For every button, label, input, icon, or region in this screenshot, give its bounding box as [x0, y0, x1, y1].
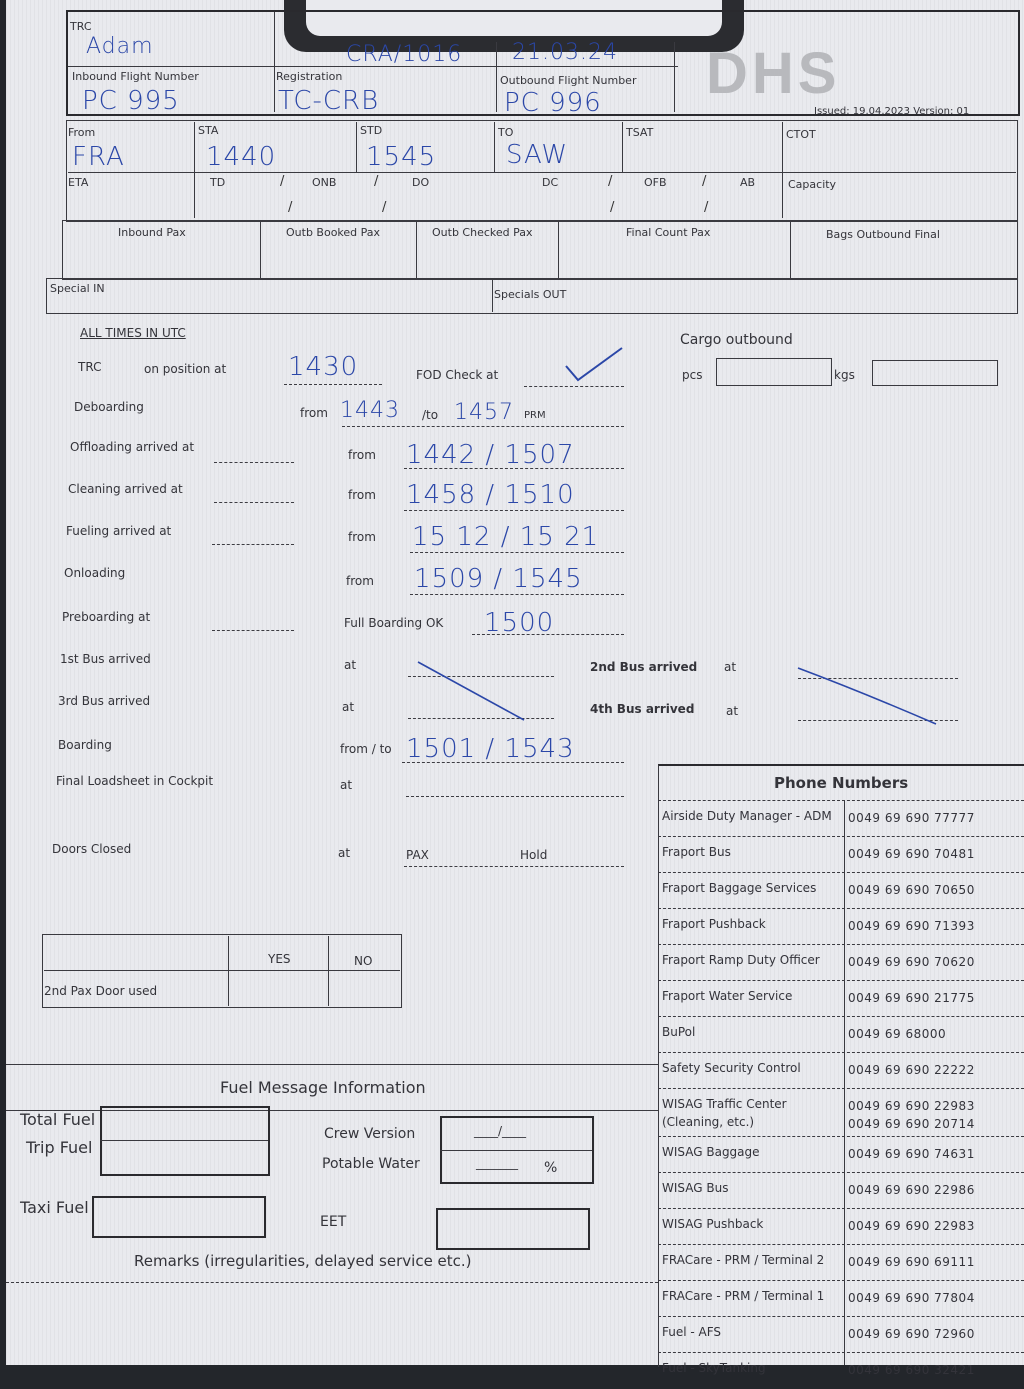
tsat-label: TSAT — [626, 126, 654, 139]
all-times-utc: ALL TIMES IN UTC — [80, 326, 186, 340]
loadsheet-at-label: at — [340, 778, 353, 792]
std-value: 1545 — [366, 142, 437, 172]
dhs-logo: DHS — [706, 41, 841, 106]
phone-contact-name: Fuel - SkyTanking — [662, 1361, 766, 1375]
phone-row — [658, 1280, 1024, 1317]
phone-row — [658, 872, 1024, 909]
doors-line — [404, 866, 624, 867]
route-divider — [356, 122, 357, 172]
slash-separator: / — [374, 174, 379, 189]
phone-row — [658, 1136, 1024, 1173]
slash-separator: / — [702, 174, 707, 189]
phone-contact-name: BuPol — [662, 1025, 696, 1039]
dc-label: DC — [542, 176, 559, 189]
total-fuel-label: Total Fuel — [20, 1110, 96, 1129]
fueling-label: Fueling arrived at — [66, 524, 172, 538]
kgs-field[interactable] — [872, 360, 998, 386]
fueling-value: 15 12 / 15 21 — [412, 522, 600, 552]
doors-hold-label: Hold — [520, 848, 548, 862]
phone-number: 0049 69 690 22986 — [848, 1183, 975, 1197]
boarding-value: 1501 / 1543 — [406, 734, 575, 764]
header-divider — [496, 42, 497, 112]
pax-door-no-cell[interactable] — [330, 972, 398, 1004]
phone-contact-name: WISAG Baggage — [662, 1145, 760, 1159]
deboarding-label: Deboarding — [74, 400, 144, 414]
phone-contact-name-note: (Cleaning, etc.) — [662, 1115, 755, 1129]
boarding-label: Boarding — [58, 738, 112, 752]
from-value: FRA — [72, 142, 125, 172]
trc-label: TRC — [70, 20, 92, 33]
water-blank: _______ — [476, 1156, 518, 1170]
pax-divider — [558, 222, 559, 278]
phone-row — [658, 980, 1024, 1017]
cleaning-from-label: from — [348, 488, 376, 502]
to-value: SAW — [506, 140, 569, 170]
phone-number: 0049 69 690 22983 — [848, 1219, 975, 1233]
taxi-fuel-label: Taxi Fuel — [20, 1198, 89, 1217]
pax-door-rule — [44, 970, 400, 971]
ctot-label: CTOT — [786, 128, 816, 141]
doors-at-label: at — [338, 846, 351, 860]
phone-number: 0049 69 690 77777 — [848, 811, 975, 825]
ab-label: AB — [740, 176, 756, 189]
phone-number: 0049 69 690 70481 — [848, 847, 975, 861]
bus1-at-label: at — [344, 658, 357, 672]
preboarding-label: Preboarding at — [62, 610, 151, 624]
phone-contact-name: WISAG Traffic Center — [662, 1097, 787, 1111]
remarks-rule — [6, 1282, 658, 1283]
route-divider — [622, 122, 623, 172]
pax-door-divider — [228, 936, 229, 1006]
eet-field[interactable] — [436, 1208, 590, 1250]
registration-label: Registration — [276, 70, 343, 83]
pax-door-no-label: NO — [354, 954, 373, 968]
sta-label: STA — [198, 124, 219, 137]
crew-water-divider — [440, 1150, 592, 1151]
taxi-fuel-field[interactable] — [92, 1196, 266, 1238]
slash-separator: / — [280, 174, 285, 189]
issued-text: Issued: 19.04.2023 Version: 01 — [814, 106, 970, 117]
onloading-label: Onloading — [64, 566, 126, 580]
offloading-value: 1442 / 1507 — [406, 440, 575, 470]
capacity-label: Capacity — [788, 178, 837, 191]
phone-number: 0049 69 690 32421 — [848, 1363, 975, 1377]
pcs-field[interactable] — [716, 358, 832, 386]
pcs-label: pcs — [682, 368, 703, 382]
fod-check-label: FOD Check at — [416, 368, 499, 382]
total-trip-fuel-field[interactable] — [100, 1106, 270, 1176]
phone-number: 0049 69 690 71393 — [848, 919, 975, 933]
pax-divider — [790, 222, 791, 278]
deboarding-line — [342, 426, 624, 427]
phone-row — [658, 944, 1024, 981]
special-in-label: Special IN — [50, 282, 105, 295]
bus2-at-label: at — [724, 660, 737, 674]
phone-number: 0049 69 690 22222 — [848, 1063, 975, 1077]
fueling-from-label: from — [348, 530, 376, 544]
cleaning-line — [404, 510, 624, 511]
full-boarding-value: 1500 — [484, 608, 555, 638]
preboarding-line — [212, 630, 294, 631]
bus3-label: 3rd Bus arrived — [58, 694, 151, 708]
slash-separator: / — [704, 200, 709, 215]
phone-number: 0049 69 690 21775 — [848, 991, 975, 1005]
boarding-fromto-label: from / to — [340, 742, 392, 756]
on-position-line — [284, 384, 382, 385]
date-value: 21.03.24 — [512, 40, 618, 65]
pax-door-yes-cell[interactable] — [230, 972, 326, 1004]
kgs-label: kgs — [834, 368, 855, 382]
eta-label: ETA — [68, 176, 89, 189]
cargo-outbound-label: Cargo outbound — [680, 332, 793, 348]
phone-contact-name: FRACare - PRM / Terminal 1 — [662, 1289, 825, 1303]
phone-number: 0049 69 690 70650 — [848, 883, 975, 897]
phone-row — [658, 1244, 1024, 1281]
bus-strike-left — [412, 656, 532, 724]
route-divider — [194, 122, 195, 218]
route-divider — [494, 122, 495, 172]
fuel-message-title: Fuel Message Information — [220, 1078, 426, 1097]
route-divider — [782, 122, 783, 218]
header-divider — [674, 42, 675, 112]
phone-number: 0049 69 690 77804 — [848, 1291, 975, 1305]
cleaning-at-line — [214, 502, 294, 503]
turnaround-form — [6, 0, 1024, 1377]
specials-out-label: Specials OUT — [494, 288, 567, 301]
potable-water-label: Potable Water — [322, 1156, 420, 1172]
bus-strike-right — [792, 662, 942, 728]
eet-label: EET — [320, 1214, 347, 1230]
bus2-label: 2nd Bus arrived — [590, 660, 698, 674]
full-boarding-label: Full Boarding OK — [344, 616, 444, 630]
slash-separator: / — [382, 200, 387, 215]
deboarding-from-value: 1443 — [340, 398, 400, 423]
inbound-flight-value: PC 995 — [82, 86, 180, 116]
pax-divider — [416, 222, 417, 278]
phone-numbers-title: Phone Numbers — [774, 774, 909, 792]
phone-row — [658, 1208, 1024, 1245]
crew-version-label: Crew Version — [324, 1126, 416, 1142]
onloading-from-label: from — [346, 574, 374, 588]
loadsheet-line — [406, 796, 624, 797]
prm-label: PRM — [524, 410, 546, 421]
trc-position-label: TRC — [78, 360, 102, 374]
final-count-pax-label: Final Count Pax — [626, 226, 711, 239]
phone-row — [658, 908, 1024, 945]
trip-fuel-label: Trip Fuel — [26, 1138, 93, 1157]
td-label: TD — [210, 176, 226, 189]
phone-contact-name: Fraport Ramp Duty Officer — [662, 953, 820, 967]
on-position-value: 1430 — [288, 352, 359, 382]
registration-value: TC-CRB — [278, 86, 380, 116]
registration-extra: CRA/1016 — [346, 42, 463, 67]
phone-number: 0049 69 690 72960 — [848, 1327, 975, 1341]
doors-pax-label: PAX — [406, 848, 429, 862]
phone-contact-name: WISAG Bus — [662, 1181, 729, 1195]
phone-row — [658, 1016, 1024, 1053]
phone-contact-name: Fuel - AFS — [662, 1325, 722, 1339]
percent-sign: % — [544, 1160, 558, 1176]
phone-number: 0049 69 690 70620 — [848, 955, 975, 969]
pax-divider — [260, 222, 261, 278]
phone-contact-name: Safety Security Control — [662, 1061, 801, 1075]
deboarding-to-label: /to — [422, 408, 439, 422]
ofb-label: OFB — [644, 176, 667, 189]
offloading-from-label: from — [348, 448, 376, 462]
bus1-label: 1st Bus arrived — [60, 652, 151, 666]
trc-signature: Adam — [86, 34, 154, 59]
offloading-line — [404, 468, 624, 469]
phone-row — [658, 1088, 1024, 1137]
fod-check-line — [524, 386, 624, 387]
phone-number: 0049 69 690 22983 — [848, 1099, 975, 1113]
bags-outbound-label: Bags Outbound Final — [826, 228, 940, 241]
sta-value: 1440 — [206, 142, 277, 172]
pax-door-divider — [328, 936, 329, 1006]
std-label: STD — [360, 124, 383, 137]
outbound-flight-label: Outbound Flight Number — [500, 74, 637, 87]
phone-number: 0049 69 690 69111 — [848, 1255, 975, 1269]
pax-door-yes-label: YES — [268, 952, 291, 966]
phone-row — [658, 1316, 1024, 1353]
onb-label: ONB — [312, 176, 337, 189]
from-label: From — [68, 126, 96, 139]
crew-version-blank: ____/____ — [474, 1124, 527, 1138]
slash-separator: / — [608, 174, 613, 189]
phone-contact-name: Fraport Baggage Services — [662, 881, 817, 895]
do-label: DO — [412, 176, 430, 189]
bus4-label: 4th Bus arrived — [590, 702, 695, 716]
phone-row — [658, 800, 1024, 837]
phone-number: 0049 69 690 74631 — [848, 1147, 975, 1161]
deboarding-to-value: 1457 — [454, 400, 514, 425]
cleaning-value: 1458 / 1510 — [406, 480, 575, 510]
to-label: TO — [498, 126, 514, 139]
offloading-label: Offloading arrived at — [70, 440, 195, 454]
onloading-value: 1509 / 1545 — [414, 564, 583, 594]
phone-number: 0049 69 690 20714 — [848, 1117, 975, 1131]
phone-contact-name: Fraport Bus — [662, 845, 731, 859]
route-rule — [68, 172, 1016, 173]
onloading-line — [410, 594, 624, 595]
outbound-flight-value: PC 996 — [504, 88, 602, 118]
cleaning-label: Cleaning arrived at — [68, 482, 183, 496]
boarding-line — [402, 762, 624, 763]
doors-closed-label: Doors Closed — [52, 842, 132, 856]
on-position-label: on position at — [144, 362, 227, 376]
phone-contact-name: FRACare - PRM / Terminal 2 — [662, 1253, 825, 1267]
fod-checkmark — [562, 344, 626, 384]
loadsheet-label: Final Loadsheet in Cockpit — [56, 774, 214, 788]
outb-booked-pax-label: Outb Booked Pax — [286, 226, 381, 239]
inbound-flight-label: Inbound Flight Number — [72, 70, 199, 83]
header-divider — [274, 12, 275, 112]
deboarding-from-label: from — [300, 406, 328, 420]
offloading-at-line — [214, 462, 294, 463]
second-pax-door-label: 2nd Pax Door used — [44, 984, 158, 998]
specials-divider — [492, 280, 493, 312]
remarks-label: Remarks (irregularities, delayed service etc.) — [134, 1252, 472, 1270]
phone-contact-name: WISAG Pushback — [662, 1217, 764, 1231]
phone-row — [658, 1172, 1024, 1209]
phone-number: 0049 69 68000 — [848, 1027, 947, 1041]
fuel-section-rule — [6, 1064, 658, 1065]
slash-separator: / — [610, 200, 615, 215]
phone-contact-name: Airside Duty Manager - ADM — [662, 809, 832, 823]
phone-contact-name: Fraport Pushback — [662, 917, 766, 931]
fuel-field-divider — [100, 1140, 268, 1141]
fueling-line — [410, 552, 624, 553]
phone-row — [658, 1052, 1024, 1089]
phone-contact-name: Fraport Water Service — [662, 989, 793, 1003]
phone-row — [658, 836, 1024, 873]
inbound-pax-label: Inbound Pax — [118, 226, 186, 239]
slash-separator: / — [288, 200, 293, 215]
full-boarding-line — [472, 634, 624, 635]
outb-checked-pax-label: Outb Checked Pax — [432, 226, 533, 239]
bus3-at-label: at — [342, 700, 355, 714]
fueling-at-line — [212, 544, 294, 545]
phone-row — [658, 1352, 1024, 1389]
bus4-at-label: at — [726, 704, 739, 718]
